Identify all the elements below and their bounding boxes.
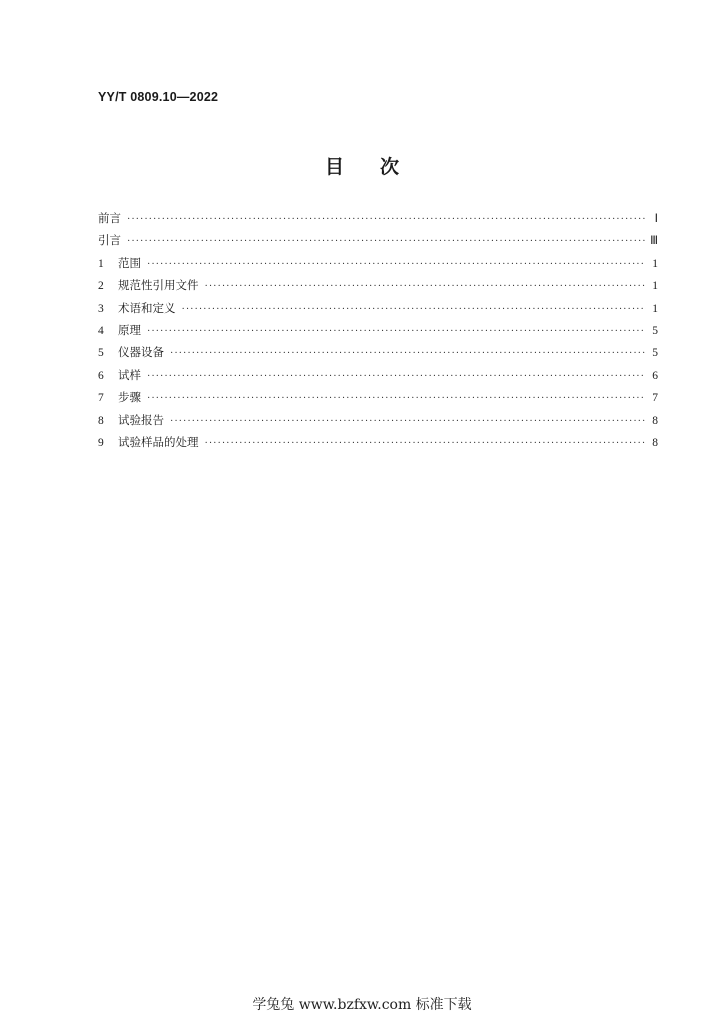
- toc-entry-label: 原理: [118, 322, 141, 337]
- toc-entry-page: 8: [652, 414, 658, 427]
- toc-entry-page: 1: [652, 257, 658, 270]
- toc-leader-dots: [147, 326, 646, 337]
- toc-entry-number: 7: [98, 392, 104, 405]
- toc-leader-dots: [170, 416, 646, 427]
- toc-entry-terms-definitions[interactable]: [98, 300, 658, 322]
- document-code: YY/T 0809.10—2022: [98, 90, 219, 104]
- toc-list: [98, 210, 658, 456]
- toc-leader-dots: [127, 214, 646, 225]
- toc-entry-procedure[interactable]: [98, 389, 658, 411]
- toc-entry-page: 6: [652, 369, 658, 382]
- toc-leader-dots: [182, 304, 647, 315]
- toc-entry-number: 3: [98, 302, 104, 315]
- toc-leader-dots: [127, 236, 646, 247]
- toc-entry-test-report[interactable]: [98, 412, 658, 434]
- toc-leader-dots: [205, 438, 647, 449]
- toc-entry-scope[interactable]: [98, 255, 658, 277]
- toc-entry-label: 规范性引用文件: [118, 278, 199, 293]
- toc-entry-number: 5: [98, 347, 104, 360]
- toc-entry-number: 8: [98, 414, 104, 427]
- toc-entry-specimens[interactable]: [98, 367, 658, 389]
- toc-entry-page: 5: [652, 347, 658, 360]
- toc-entry-introduction[interactable]: [98, 232, 658, 254]
- toc-entry-page: 1: [652, 280, 658, 293]
- toc-entry-foreword[interactable]: [98, 210, 658, 232]
- toc-entry-principle[interactable]: [98, 322, 658, 344]
- toc-entry-label: 术语和定义: [118, 300, 176, 315]
- toc-entry-label: 引言: [98, 233, 121, 248]
- toc-entry-apparatus[interactable]: [98, 344, 658, 366]
- toc-entry-page: Ⅲ: [650, 235, 658, 248]
- toc-entry-label: 试验样品的处理: [118, 434, 199, 449]
- toc-entry-number: 1: [98, 257, 104, 270]
- toc-entry-page: Ⅰ: [654, 213, 658, 225]
- toc-entry-number: 2: [98, 280, 104, 293]
- toc-entry-label: 范围: [118, 255, 141, 270]
- toc-title-part2: 次: [380, 156, 400, 178]
- toc-entry-label: 试验报告: [118, 412, 164, 427]
- footer-watermark-text: 学兔兔 www.bzfxw.com 标准下载: [252, 997, 472, 1013]
- toc-entry-label: 仪器设备: [118, 345, 164, 360]
- toc-leader-dots: [147, 393, 646, 404]
- toc-entry-label: 步骤: [118, 390, 141, 405]
- toc-entry-number: 9: [98, 436, 104, 449]
- toc-entry-number: 4: [98, 324, 104, 337]
- toc-entry-label: 试样: [118, 367, 141, 382]
- toc-leader-dots: [205, 281, 647, 292]
- toc-entry-page: 1: [652, 302, 658, 315]
- toc-entry-normative-references[interactable]: [98, 277, 658, 299]
- toc-title: [0, 152, 724, 179]
- toc-entry-sample-disposal[interactable]: [98, 434, 658, 456]
- toc-entry-page: 8: [652, 436, 658, 449]
- toc-title-part1: 目: [324, 156, 344, 178]
- toc-leader-dots: [170, 348, 646, 359]
- toc-entry-label: 前言: [98, 211, 121, 225]
- toc-leader-dots: [147, 371, 646, 382]
- toc-entry-page: 7: [652, 392, 658, 405]
- toc-entry-page: 5: [652, 324, 658, 337]
- toc-entry-number: 6: [98, 369, 104, 382]
- toc-leader-dots: [147, 259, 646, 270]
